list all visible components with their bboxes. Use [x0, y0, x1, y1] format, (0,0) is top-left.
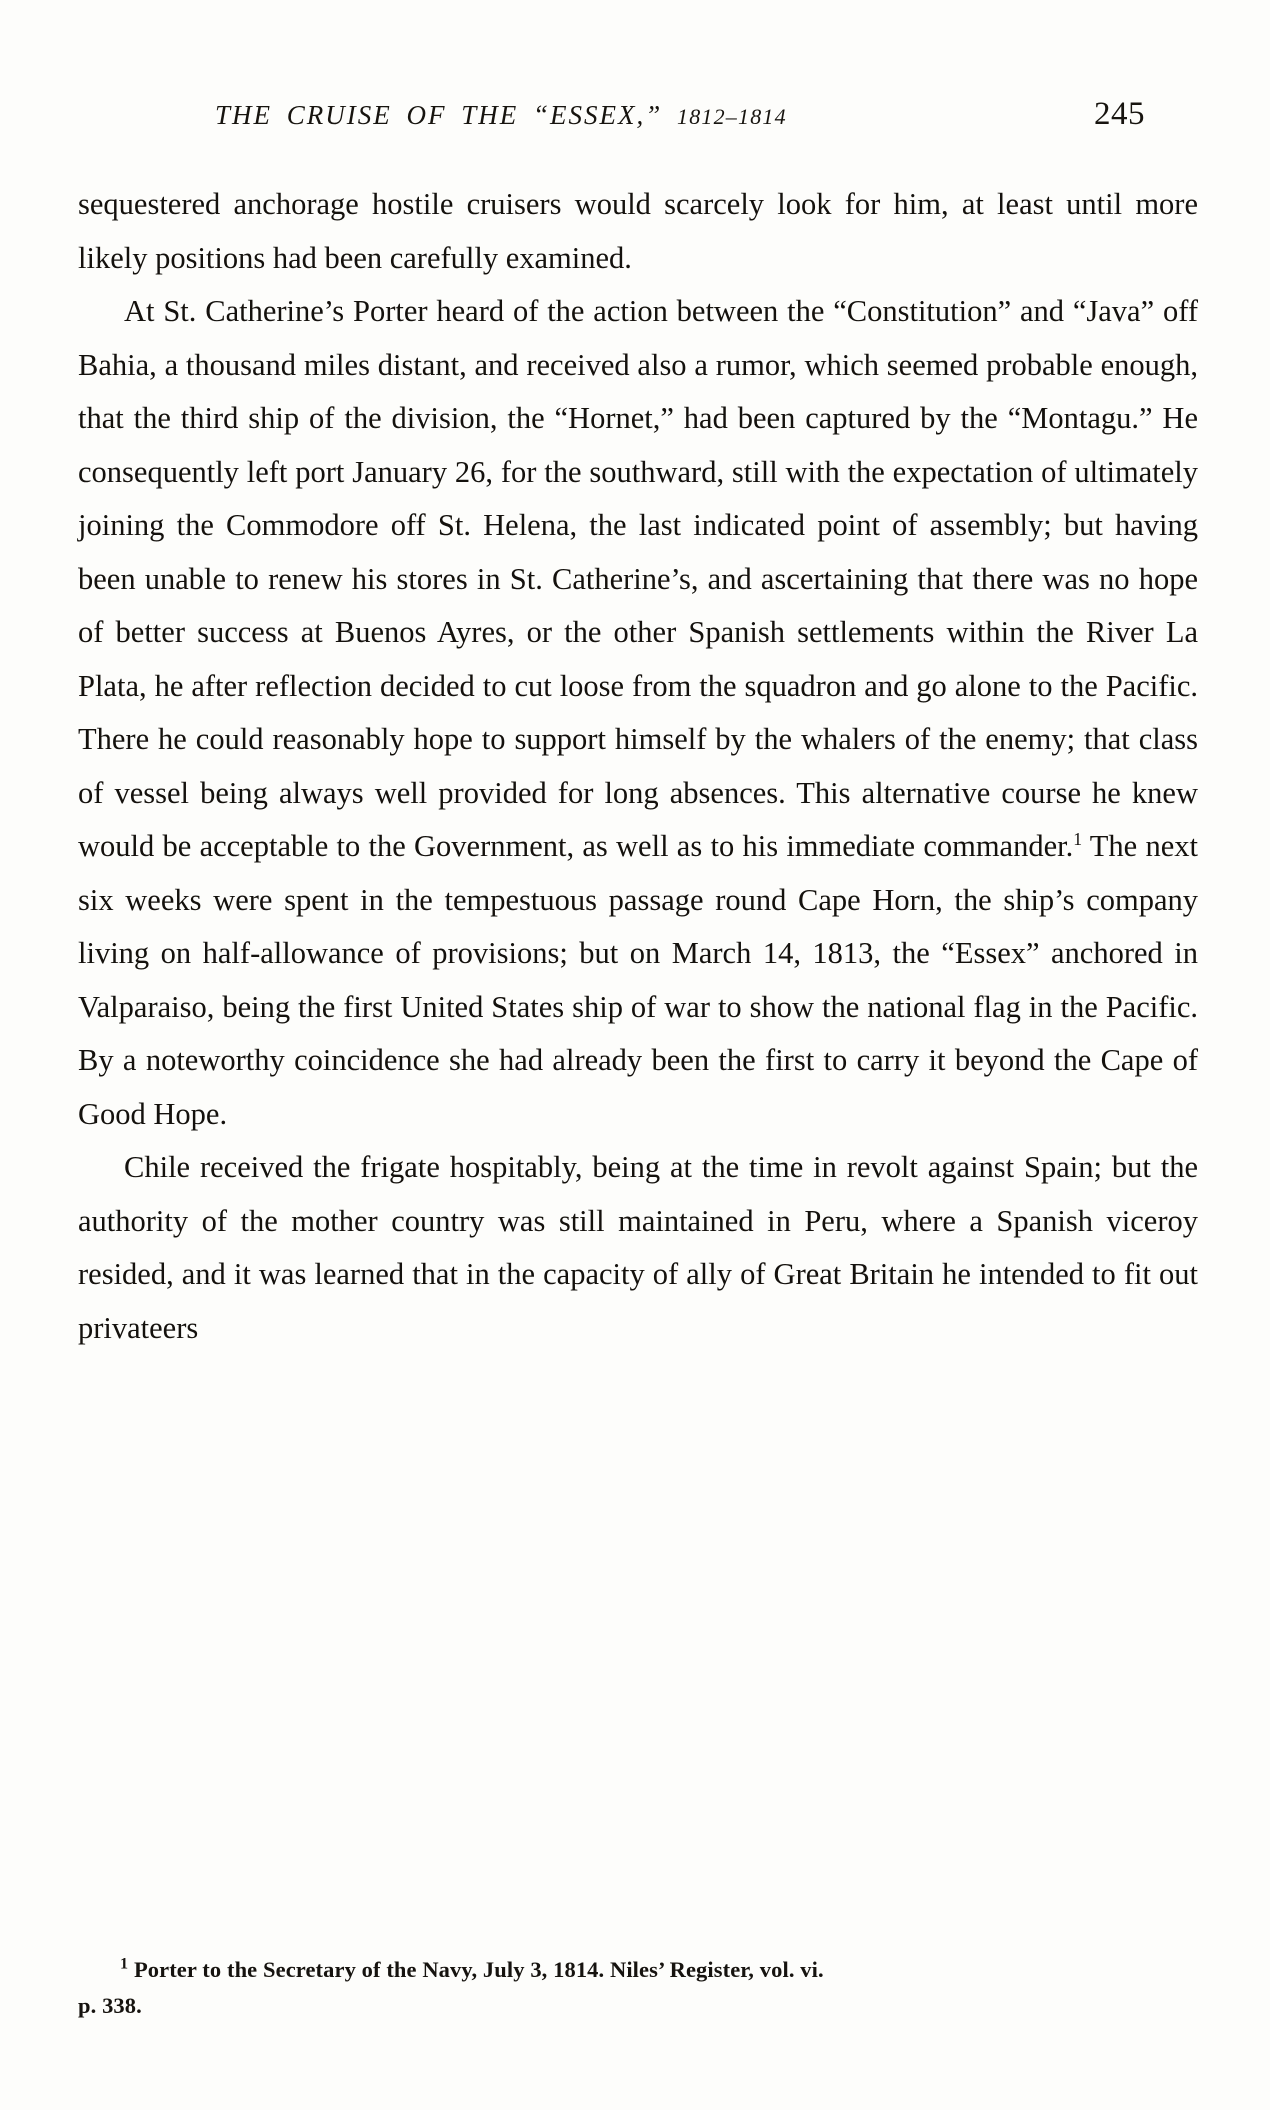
paragraph-text-continued: The next six weeks were spent in the tempestuous passage round Cape Horn, the ship’s company living on half-allowance of provisions; but on March 14, 1813, the “Essex” anchored in Valparaiso, being the first United States ship of war to show the national flag in the Pacific. By a noteworthy coincidence she had already been the first to carry it beyond the Cape of Good Hope.: [78, 829, 1198, 1131]
footnote-reference[interactable]: 1: [1073, 828, 1083, 849]
footnote-marker: 1: [120, 1954, 129, 1973]
paragraph: [78, 285, 1198, 1141]
running-head: [215, 96, 1145, 133]
paragraph: Chile received the frigate hospitably, being at the time in revolt against Spain; but the authority of the mother country was still maintained in Peru, where a Spanish viceroy resided, and it was learned that in the capacity of ally of Great Britain he intended to fit out privateers: [78, 1150, 1198, 1345]
footnote-line-2: p. 338.: [78, 1993, 142, 2018]
paragraph: sequestered anchorage hostile cruisers would scarcely look for him, at least until more likely positions had been carefully examined.: [78, 187, 1198, 275]
footnote: [78, 1952, 1198, 2024]
footnote-line-1: Porter to the Secretary of the Navy, July 3, 1814. Niles’ Register, vol. vi.: [133, 1957, 824, 1982]
running-head-title-dates: 1812–1814: [677, 104, 787, 129]
running-head-title: [215, 100, 787, 131]
page-body: [78, 178, 1198, 1355]
running-head-title-main: THE CRUISE OF THE “ESSEX,”: [215, 100, 663, 130]
page-number: 245: [1094, 96, 1145, 132]
paragraph-text: At St. Catherine’s Porter heard of the action between the “Constitution” and “Java” off Bahia, a thousand miles distant, and received also a rumor, which seemed probable enough, that the third ship of the division, the “Hornet,” had been captured by the “Montagu.” He consequently left port January 26, for the southward, still with the expectation of ultimately joining the Commodore off St. Helena, the last indicated point of assembly; but having been unable to renew his stores in St. Catherine’s, and ascertaining that there was no hope of better success at Buenos Ayres, or the other Spanish settlements within the River La Plata, he after reflection decided to cut loose from the squadron and go alone to the Pacific. There he could reasonably hope to support himself by the whalers of the enemy; that class of vessel being always well provided for long absences. This alternative course he knew would be acceptable to the Government, as well as to his immediate commander.: [78, 294, 1198, 863]
